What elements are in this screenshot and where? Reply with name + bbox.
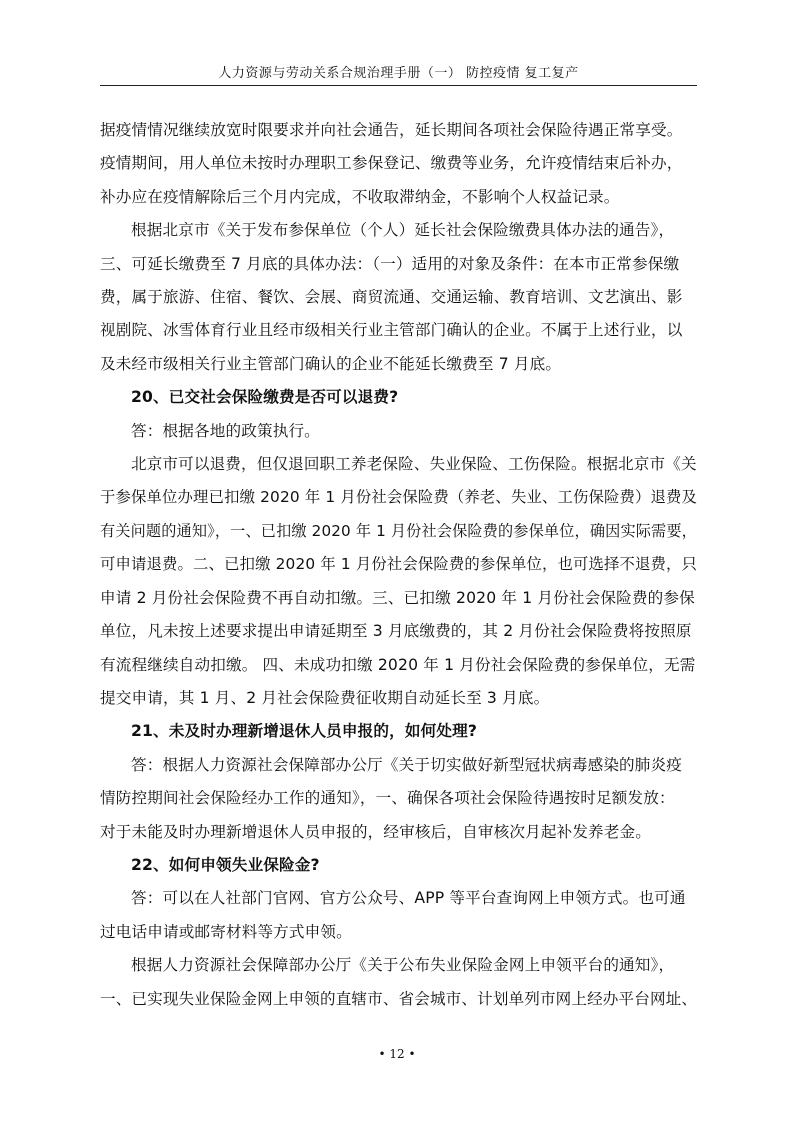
text-line: 申请 2 月份社会保险费不再自动扣缴。三、已扣缴 2020 年 1 月份社会保险费的参保 <box>100 588 695 607</box>
page-number: • 12 • <box>378 1047 416 1061</box>
text-line: 答：根据各地的政策执行。 <box>131 421 320 440</box>
text-line: 单位，凡未按上述要求提出申请延期至 3 月底缴费的，其 2 月份社会保险费将按照原 <box>100 622 692 641</box>
text-line: 对于未能及时办理新增退休人员申报的，经审核后，自审核次月起补发养老金。 <box>100 822 652 841</box>
text-line: 费，属于旅游、住宿、餐饮、会展、商贸流通、交通运输、教育培训、文艺演出、影 <box>100 288 683 307</box>
text-line: 答：可以在人社部门官网、官方公众号、APP 等平台查询网上申领方式。也可通 <box>131 889 686 908</box>
header-rule <box>100 85 697 86</box>
text-line: 根据人力资源社会保障部办公厅《关于公布失业保险金网上申领平台的通知》， <box>131 956 675 975</box>
text-line: 一、已实现失业保险金网上申领的直辖市、省会城市、计划单列市网上经办平台网址、 <box>100 989 698 1008</box>
text-line: 视剧院、冰雪体育行业且经市级相关行业主管部门确认的企业。不属于上述行业，以 <box>100 321 683 340</box>
text-line: 情防控期间社会保险经办工作的通知》，一、确保各项社会保险待遇按时足额发放： <box>100 789 675 808</box>
text-line: 有流程继续自动扣缴。 四、未成功扣缴 2020 年 1 月份社会保险费的参保单位，无需 <box>100 655 696 674</box>
question-heading: 22、如何申领失业保险金? <box>131 855 320 874</box>
document-body <box>100 114 697 1016</box>
text-line: 补办应在疫情解除后三个月内完成，不收取滞纳金，不影响个人权益记录。 <box>100 187 620 206</box>
question-heading: 20、已交社会保险缴费是否可以退费? <box>131 388 399 407</box>
text-line: 可申请退费。二、已扣缴 2020 年 1 月份社会保险费的参保单位，也可选择不退费，只 <box>100 555 698 574</box>
running-header: 人力资源与劳动关系合规治理手册（一） 防控疫情 复工复产 <box>218 66 579 81</box>
text-line: 过电话申请或邮寄材料等方式申领。 <box>100 922 352 941</box>
text-line: 根据北京市《关于发布参保单位（个人）延长社会保险缴费具体办法的通告》， <box>131 221 675 240</box>
text-line: 据疫情情况继续放宽时限要求并向社会通告，延长期间各项社会保险待遇正常享受。 <box>100 121 683 139</box>
text-line: 疫情期间，用人单位未按时办理职工参保登记、缴费等业务，允许疫情结束后补办， <box>100 154 683 173</box>
text-line: 答：根据人力资源社会保障部办公厅《关于切实做好新型冠状病毒感染的肺炎疫 <box>131 755 683 774</box>
text-line: 及未经市级相关行业主管部门确认的企业不能延长缴费至 7 月底。 <box>100 354 562 373</box>
text-line: 于参保单位办理已扣缴 2020 年 1 月份社会保险费（养老、失业、工伤保险费）退费及 <box>100 488 698 507</box>
text-line: 北京市可以退费，但仅退回职工养老保险、失业保险、工伤保险。根据北京市《关 <box>131 455 697 474</box>
text-line: 有关问题的通知》，一、已扣缴 2020 年 1 月份社会保险费的参保单位，确因实际需要， <box>100 521 697 540</box>
question-heading: 21、未及时办理新增退休人员申报的，如何处理? <box>131 722 478 741</box>
text-line: 提交申请，其 1 月、2 月社会保险费征收期自动延长至 3 月底。 <box>100 688 550 707</box>
text-line: 三、可延长缴费至 7 月底的具体办法：（一）适用的对象及条件：在本市正常参保缴 <box>100 254 680 273</box>
